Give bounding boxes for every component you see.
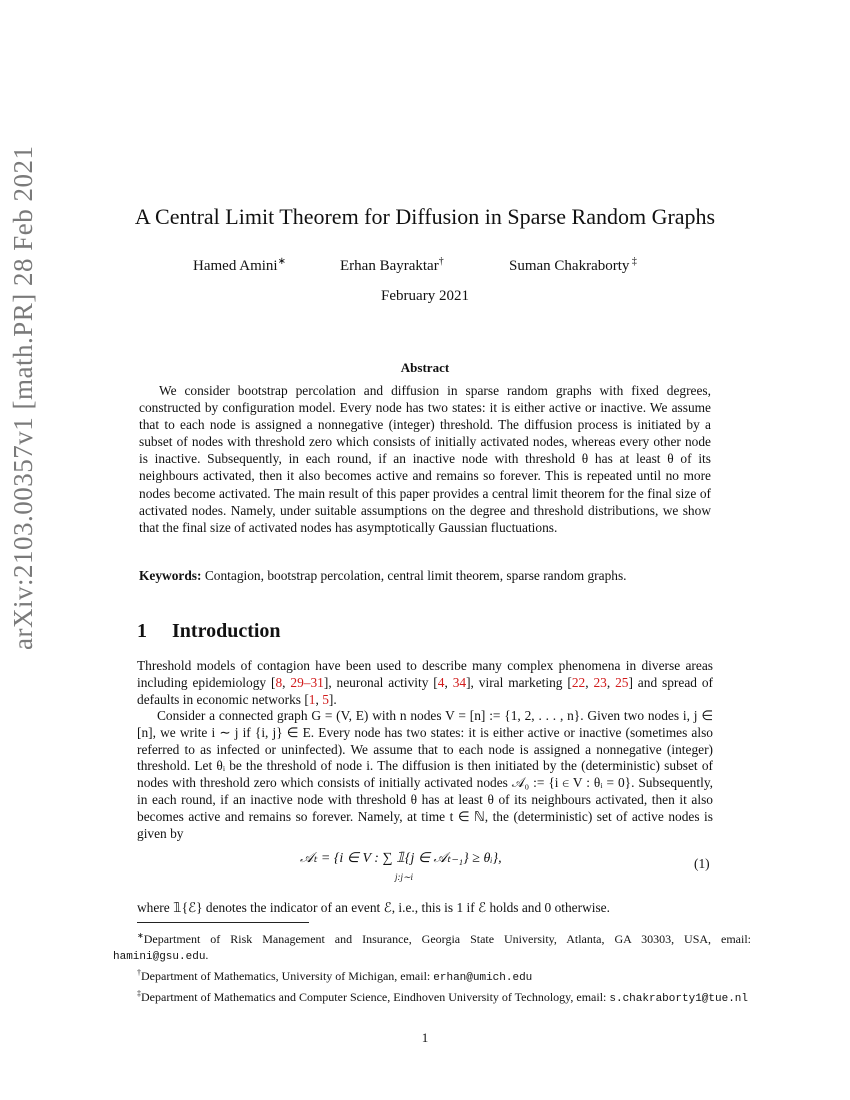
keywords-text: Contagion, bootstrap percolation, central limit theorem, sparse random graphs. [201, 568, 627, 583]
footnote-text: Department of Risk Management and Insurance, Georgia State University, Atlanta, GA 30303, USA, email: [143, 932, 751, 946]
footnote-mark: ∗ [137, 931, 144, 940]
footnote-text: Department of Mathematics, University of Michigan, email: [141, 969, 434, 983]
post-equation-text: where 𝟙{ℰ} denotes the indicator of an event ℰ, i.e., this is 1 if ℰ holds and 0 otherwise. [137, 900, 610, 915]
text-run: ], viral marketing [ [466, 674, 572, 690]
footnote-end: . [205, 948, 209, 962]
footnote-rule [137, 922, 309, 923]
email-link[interactable]: hamini@gsu.edu [113, 951, 206, 963]
text-run: Threshold models of contagion have been used to describe many complex phenomena in diverse areas including epidemiology [ [137, 658, 713, 690]
author-mark: † [438, 256, 444, 267]
citation-link[interactable]: 1 [308, 691, 316, 707]
text-run: ]. [328, 691, 337, 707]
text-run: , [315, 691, 323, 707]
equation-number: (1) [694, 856, 710, 871]
intro-paragraph-1 [137, 658, 713, 708]
text-run: , [282, 674, 291, 690]
arxiv-stamp-text: arXiv:2103.00357v1 [math.PR] 28 Feb 2021 [8, 145, 38, 650]
abstract-heading: Abstract [400, 360, 450, 375]
page-number: 1 [421, 1030, 429, 1045]
paper-title: A Central Limit Theorem for Diffusion in Sparse Random Graphs [134, 204, 716, 229]
author-mark: ∗ [277, 256, 286, 267]
author-1 [193, 256, 286, 275]
citation-link[interactable]: 25 [615, 674, 629, 690]
section-heading [137, 620, 281, 643]
footnote [113, 928, 751, 965]
email-link[interactable]: s.chakraborty1@tue.nl [609, 993, 748, 1005]
footnote-mark: ‡ [137, 989, 141, 998]
citation-link[interactable]: 29–31 [290, 674, 324, 690]
author-2 [340, 256, 444, 275]
author-name: Hamed Amini [193, 258, 278, 274]
intro-paragraph-2: Consider a connected graph G = (V, E) with n nodes V = [n] := {1, 2, . . . , n}. Given two nodes i, j ∈ [n], we write i ∼ j if {i, j} ∈ E. Every node has two states: it is either active or inactive (sometimes also referred to as infected or uninfected). We assume that to each node is assigned a nonnegative (integer) threshold. Let θᵢ be the threshold of node i. The diffusion is then initiated by the (deterministic) subset of nodes with threshold zero which consists of initially activated nodes 𝒜₀ := {i ∈ V : θᵢ = 0}. Subsequently, in each round, if an inactive node with threshold θ has at least θ of its neighbours activated, then it also becomes active and remains so forever. Namely, at time t ∈ ℕ, the (deterministic) set of active nodes is given by [137, 708, 713, 841]
author-name: Suman Chakraborty [509, 258, 630, 274]
text-run: , [606, 674, 616, 690]
keywords [139, 568, 739, 584]
section-title: Introduction [172, 620, 281, 642]
footnote-mark: † [137, 968, 141, 977]
email-link[interactable]: erhan@umich.edu [433, 972, 533, 984]
citation-link[interactable]: 23 [593, 674, 607, 690]
text-run: , [444, 674, 453, 690]
citation-link[interactable]: 5 [322, 691, 329, 707]
keywords-label: Keywords: [139, 568, 202, 583]
citation-link[interactable]: 34 [452, 674, 467, 690]
author-3 [509, 256, 637, 275]
citation-link[interactable]: 22 [571, 674, 586, 690]
text-run: , [585, 674, 594, 690]
equation-body: 𝒜ₜ = {i ∈ V : ∑ 𝟙{j ∈ 𝒜ₜ₋₁} ≥ θᵢ}, [300, 851, 502, 866]
footnotes [113, 928, 751, 1007]
text-run: ], neuronal activity [ [323, 674, 438, 690]
footnote [113, 965, 751, 986]
citation-link[interactable]: 4 [437, 674, 445, 690]
abstract-text: We consider bootstrap percolation and diffusion in sparse random graphs with fixed degrees, constructed by configuration model. Every node has two states: it is either active or inactive. We assume that to each node is assigned a nonnegative (integer) threshold. The diffusion process is initiated by a subset of nodes with threshold zero which consists of initially activated nodes, whereas every other node is inactive. Subsequently, in each round, if an inactive node with threshold θ has at least θ of its neighbours activated, then it also becomes active and remains so forever. This is repeated until no more nodes become activated. The main result of this paper provides a central limit theorem for the final size of activated nodes. Namely, under suitable assumptions on the degree and threshold distributions, we show that the final size of activated nodes has asymptotically Gaussian fluctuations. [139, 383, 711, 535]
author-mark: ‡ [629, 256, 637, 267]
text-run: ] and spread of defaults in economic networks [ [137, 674, 713, 707]
citation-link[interactable]: 8 [275, 674, 283, 690]
equation-sum-subscript: j:j∼i [395, 872, 414, 882]
section-number: 1 [137, 620, 147, 642]
publication-date: February 2021 [381, 288, 469, 304]
equation-1 [300, 850, 502, 882]
author-name: Erhan Bayraktar [340, 258, 439, 274]
footnote-text: Department of Mathematics and Computer Science, Eindhoven University of Technology, email: [141, 990, 610, 1004]
footnote [113, 986, 751, 1007]
